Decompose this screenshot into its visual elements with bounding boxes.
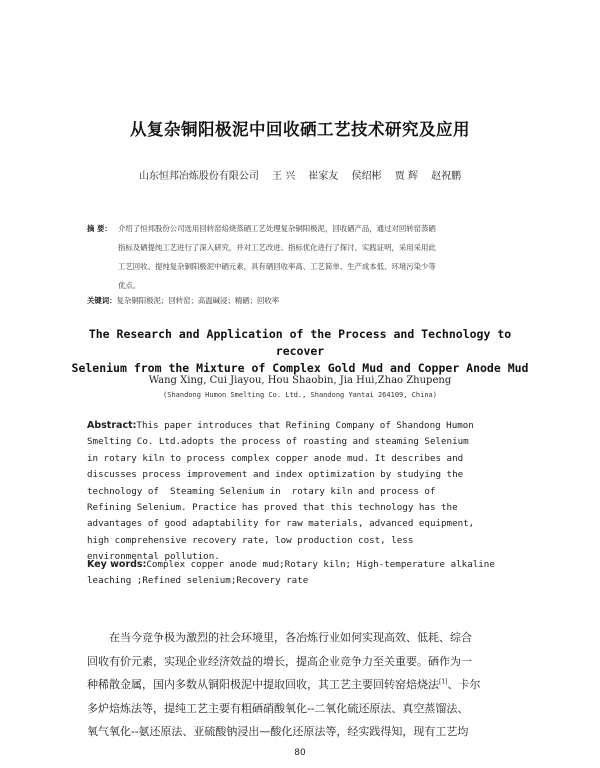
english-affiliation: (Shandong Humon Smelting Co. Ltd., Shandong Yantai 264109, China) xyxy=(163,391,437,399)
chinese-author: 赵祝鹏 xyxy=(431,171,462,182)
english-abstract-label: Abstract: xyxy=(87,420,137,431)
english-abstract-line: This paper introduces that Refining Company of Shandong Humon xyxy=(136,420,474,431)
body-line xyxy=(87,673,519,697)
citation-ref: [1] xyxy=(439,678,448,686)
body-line-part: 、卡尔 xyxy=(447,678,481,691)
english-abstract-line: Refining Selenium. Practice has proved that this technology has the xyxy=(87,502,458,514)
english-title-line: Selenium from the Mixture of Complex Gold Mud and Copper Anode Mud xyxy=(71,361,529,375)
english-title-line: The Research and Application of the Process and Technology to recover xyxy=(88,327,512,358)
body-paragraph xyxy=(87,626,519,744)
chinese-keywords-text: 复杂铜阳极泥；回转窑；高温碱浸；精硒；回收率 xyxy=(116,296,280,305)
english-abstract-line: discusses process improvement and index optimization by studying the xyxy=(87,469,464,481)
chinese-abstract-line: 工艺回收、提纯复杂铜阳极泥中硒元素，具有硒回收率高、工艺简单、生产成本低、环境污染少等 xyxy=(118,262,436,271)
body-line: 氧气氧化--氨还原法、亚硫酸钠浸出—酸化还原法等，经实践得知，现有工艺均 xyxy=(87,725,469,738)
body-line-part: 种稀散金属，国内多数从铜阳极泥中提取回收，其工艺主要回转窑焙烧法 xyxy=(87,678,439,691)
english-keywords-label: Key words: xyxy=(87,559,147,570)
chinese-author: 崔家友 xyxy=(308,171,339,182)
chinese-author: 侯绍彬 xyxy=(351,171,382,182)
body-line: 回收有价元素，实现企业经济效益的增长，提高企业竞争力至关重要。硒作为一 xyxy=(87,654,472,668)
english-abstract-line: technology of Steaming Selenium in rotary kiln and process of xyxy=(87,485,436,497)
english-abstract-line: advantages of good adaptability for raw materials, advanced equipment, xyxy=(87,518,475,530)
english-title xyxy=(70,326,530,377)
english-abstract-line: environmental pollution. xyxy=(87,551,220,563)
english-abstract xyxy=(87,418,519,566)
body-line: 在当今竞争极为激烈的社会环境里，各冶炼行业如何实现高效、低耗、综合 xyxy=(109,631,472,644)
chinese-author: 贾 辉 xyxy=(394,171,418,182)
chinese-abstract xyxy=(87,219,519,295)
chinese-abstract-line: 优点。 xyxy=(118,281,141,290)
english-abstract-line: in rotary kiln to process complex copper anode mud. It describes and xyxy=(87,452,464,464)
chinese-abstract-line: 介绍了恒邦股份公司选用回转窑焙烧蒸硒工艺处理复杂铜阳极泥，回收硒产品，通过对回转窑蒸硒 xyxy=(118,224,436,233)
page-number: 80 xyxy=(294,748,306,758)
english-abstract-line: Smelting Co. Ltd.adopts the process of roasting and steaming Selenium xyxy=(87,436,469,448)
chinese-keywords-label: 关键词： xyxy=(87,296,117,305)
chinese-title: 从复杂铜阳极泥中回收硒工艺技术研究及应用 xyxy=(130,120,470,139)
english-authors: Wang Xing, Cui Jiayou, Hou Shaobin, Jia Hui,Zhao Zhupeng xyxy=(148,375,452,386)
english-keywords xyxy=(87,557,519,590)
english-abstract-line: high comprehensive recovery rate, low production cost, less xyxy=(87,534,414,546)
body-line: 多炉焙炼法等，提纯工艺主要有粗硒硝酸氧化--二氧化硫还原法、真空蒸馏法、 xyxy=(87,701,469,715)
chinese-author-line xyxy=(0,167,600,182)
chinese-abstract-line: 指标及硒提纯工艺进行了深入研究，并对工艺改进、指标优化进行了探讨。实践证明，采用采用此 xyxy=(118,243,436,252)
english-keywords-line: leaching ;Refined selenium;Recovery rate xyxy=(87,575,309,587)
chinese-abstract-label: 摘 要： xyxy=(87,224,112,233)
chinese-affiliation: 山东恒邦冶炼股份有限公司 xyxy=(138,171,259,182)
chinese-keywords xyxy=(87,295,519,306)
english-keywords-line: Complex copper anode mud;Rotary kiln; High-temperature alkaline xyxy=(146,559,495,570)
chinese-author: 王 兴 xyxy=(272,171,296,182)
